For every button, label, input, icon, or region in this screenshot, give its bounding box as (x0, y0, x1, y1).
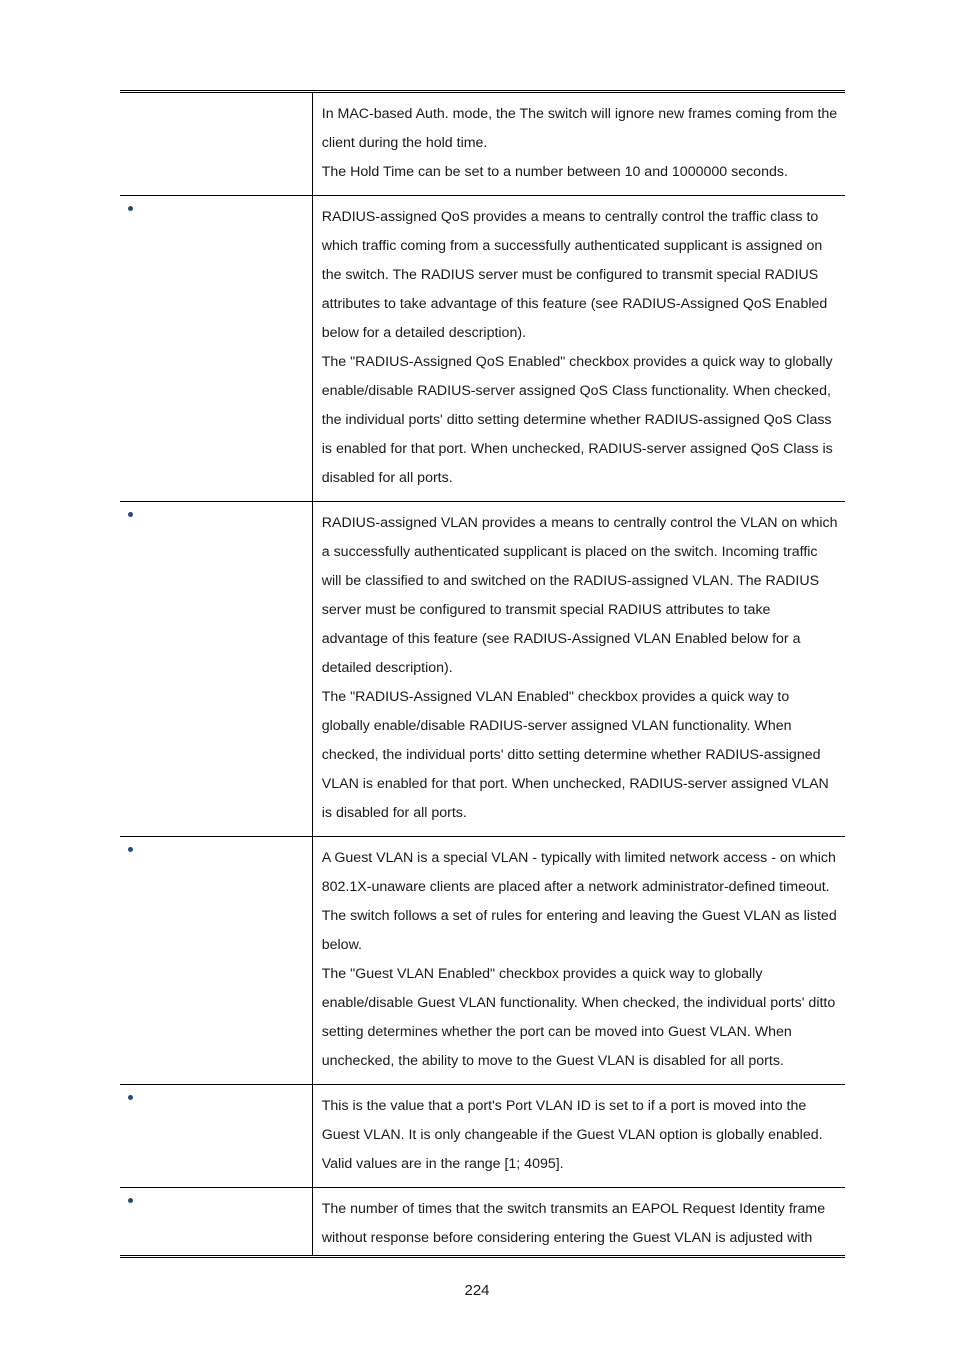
description-paragraph: The "RADIUS-Assigned QoS Enabled" checkbox provides a quick way to globally enable/disable RADIUS-server assigned QoS Class functionality. When checked, the individual ports' ditto setting determine whether RADIUS-assigned QoS Class is enabled for that port. When unchecked, RADIUS-server assigned QoS Class is disabled for all ports. (321, 354, 833, 486)
description-paragraph: This is the value that a port's Port VLAN ID is set to if a port is moved into the Guest VLAN. It is only changeable if the Guest VLAN option is globally enabled. Valid values are in the range [1; 4095]. (321, 1098, 823, 1172)
description-paragraph: A Guest VLAN is a special VLAN - typically with limited network access - on which 802.1X-unaware clients are placed after a network administrator-defined timeout. The switch follows a set of rules for entering and leaving the Guest VLAN as listed below. (321, 850, 837, 953)
table-row (120, 1085, 845, 1188)
description-paragraph: The "Guest VLAN Enabled" checkbox provides a quick way to globally enable/disable Guest VLAN functionality. When checked, the individual ports' ditto setting determines whether the port can be moved into Guest VLAN. When unchecked, the ability to move to the Guest VLAN is disabled for all ports. (321, 966, 836, 1069)
description-cell (312, 196, 845, 502)
table-row (120, 92, 845, 196)
description-cell (312, 837, 845, 1085)
table-row (120, 837, 845, 1085)
bullet-icon (128, 1198, 134, 1204)
description-paragraph: RADIUS-assigned VLAN provides a means to centrally control the VLAN on which a successfully authenticated supplicant is placed on the switch. Incoming traffic will be classified to and switched on the RADIUS-assigned VLAN. The RADIUS server must be configured to transmit special RADIUS attributes to take advantage of this feature (see RADIUS-Assigned VLAN Enabled below for a detailed description). (321, 515, 838, 676)
description-paragraph: The "RADIUS-Assigned VLAN Enabled" checkbox provides a quick way to globally enable/disable RADIUS-server assigned VLAN functionality. When checked, the individual ports' ditto setting determine whether RADIUS-assigned VLAN is enabled for that port. When unchecked, RADIUS-server assigned VLAN is disabled for all ports. (321, 689, 829, 821)
parameter-cell (120, 502, 312, 837)
bullet-icon (128, 206, 134, 212)
table-row (120, 1188, 845, 1257)
description-cell (312, 502, 845, 837)
page-number: 224 (464, 1282, 490, 1299)
table-row (120, 196, 845, 502)
parameter-table (120, 90, 845, 1258)
bullet-icon (128, 847, 134, 853)
bullet-icon (128, 1095, 134, 1101)
parameter-cell (120, 837, 312, 1085)
description-cell (312, 1188, 845, 1257)
parameter-cell (120, 1188, 312, 1257)
table-row (120, 502, 845, 837)
parameter-cell (120, 1085, 312, 1188)
bullet-icon (128, 512, 134, 518)
description-paragraph: In MAC-based Auth. mode, the The switch will ignore new frames coming from the client during the hold time. (321, 106, 838, 151)
description-paragraph: The number of times that the switch transmits an EAPOL Request Identity frame without response before considering entering the Guest VLAN is adjusted with (321, 1201, 826, 1246)
parameter-cell (120, 196, 312, 502)
description-paragraph: RADIUS-assigned QoS provides a means to centrally control the traffic class to which traffic coming from a successfully authenticated supplicant is assigned on the switch. The RADIUS server must be configured to transmit special RADIUS attributes to take advantage of this feature (see RADIUS-Assigned QoS Enabled below for a detailed description). (321, 209, 828, 341)
description-cell (312, 1085, 845, 1188)
description-cell (312, 92, 845, 196)
description-paragraph: The Hold Time can be set to a number between 10 and 1000000 seconds. (321, 164, 788, 180)
parameter-cell (120, 92, 312, 196)
